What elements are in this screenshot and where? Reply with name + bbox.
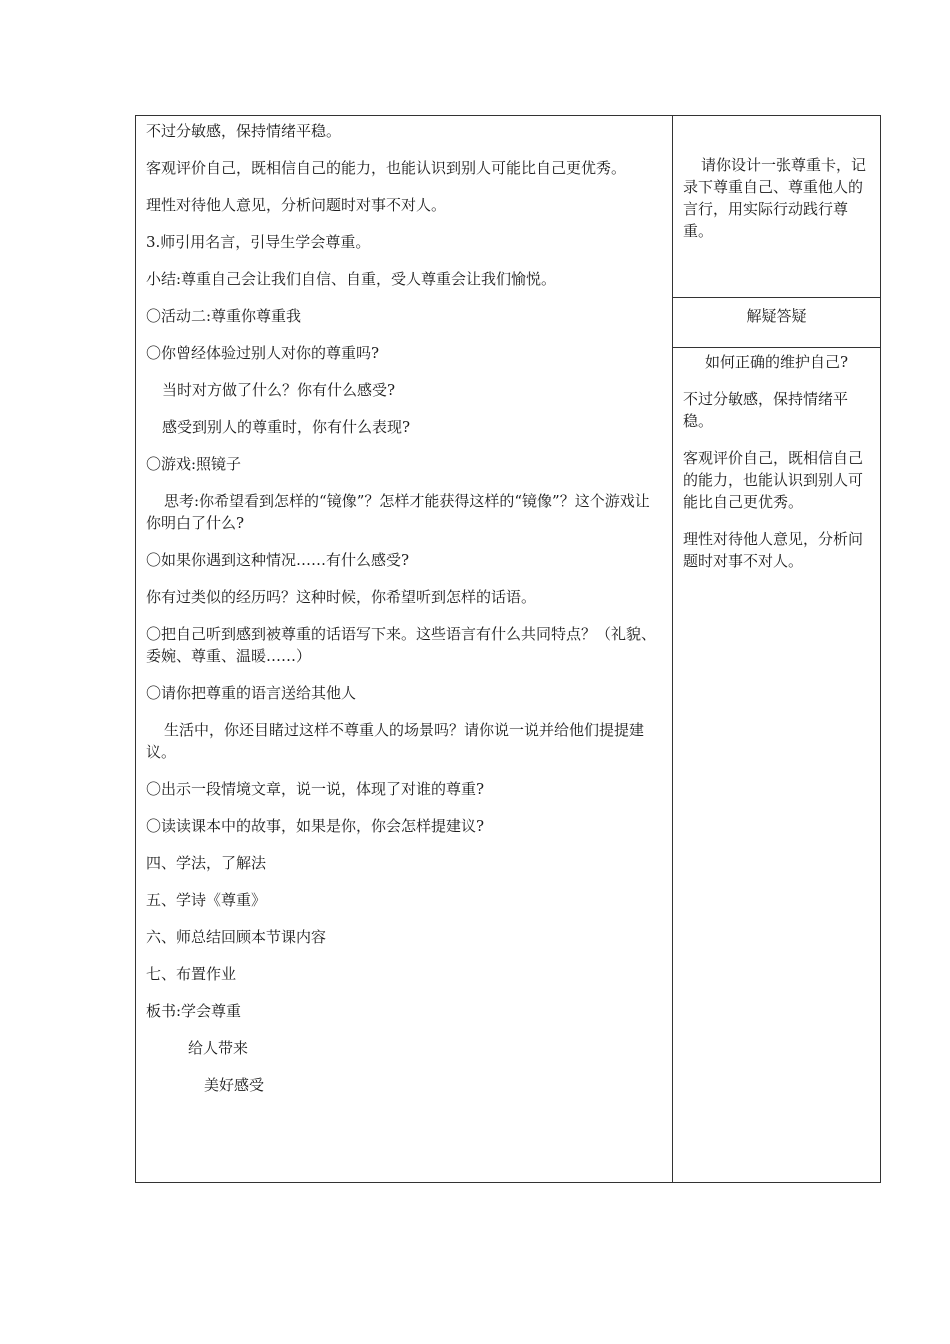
- left-para-7: 〇你曾经体验过别人对你的尊重吗?: [146, 344, 380, 362]
- left-para-4: 3.师引用名言，引导生学会尊重。: [146, 233, 371, 251]
- qa-question: 如何正确的维护自己?: [704, 353, 849, 371]
- side-notes-column: [673, 116, 880, 1182]
- lesson-plan-table: [135, 115, 881, 1183]
- left-para-9: 感受到别人的尊重时，你有什么表现?: [162, 418, 411, 436]
- homework-text: 请你设计一张尊重卡，记录下尊重自己、尊重他人的言行，用实际行动践行尊重。: [683, 156, 867, 240]
- qa-content-cell: [673, 348, 880, 1182]
- qa-answer-3: 理性对待他人意见，分析问题时对事不对人。: [683, 530, 864, 570]
- qa-heading-cell: [673, 298, 880, 348]
- left-para-5: 小结:尊重自己会让我们自信、自重，受人尊重会让我们愉悦。: [146, 270, 557, 288]
- left-para-19: 四、学法，了解法: [146, 854, 267, 872]
- left-para-1: 不过分敏感，保持情绪平稳。: [146, 122, 342, 140]
- left-para-2: 客观评价自己，既相信自己的能力，也能认识到别人可能比自己更优秀。: [146, 159, 627, 177]
- left-para-20: 五、学诗《尊重》: [146, 891, 267, 909]
- left-para-14: 〇把自己听到感到被尊重的话语写下来。这些语言有什么共同特点？（礼貌、委婉、尊重、温暖……）: [146, 625, 657, 665]
- left-para-22: 七、布置作业: [146, 965, 237, 983]
- qa-heading: 解疑答疑: [746, 307, 807, 325]
- homework-cell: [673, 116, 880, 298]
- board-writing-title: 板书:学会尊重: [146, 1002, 242, 1020]
- left-para-12: 〇如果你遇到这种情况……有什么感受?: [146, 551, 410, 569]
- left-para-6: 〇活动二:尊重你尊重我: [146, 307, 302, 325]
- left-para-8: 当时对方做了什么？你有什么感受?: [162, 381, 396, 399]
- board-writing-line-1: 给人带来: [188, 1039, 249, 1057]
- left-para-11: 思考:你希望看到怎样的“镜像”？怎样才能获得这样的“镜像”？这个游戏让你明白了什么?: [146, 492, 650, 532]
- left-para-16: 生活中，你还目睹过这样不尊重人的场景吗？请你说一说并给他们提提建议。: [146, 721, 645, 761]
- left-para-21: 六、师总结回顾本节课内容: [146, 928, 327, 946]
- qa-answer-1: 不过分敏感，保持情绪平稳。: [683, 390, 849, 430]
- qa-answer-2: 客观评价自己，既相信自己的能力，也能认识到别人可能比自己更优秀。: [683, 449, 864, 511]
- board-writing-line-2: 美好感受: [204, 1076, 265, 1094]
- teaching-process-column: [136, 116, 673, 1182]
- left-para-3: 理性对待他人意见，分析问题时对事不对人。: [146, 196, 447, 214]
- left-para-10: 〇游戏:照镜子: [146, 455, 242, 473]
- left-para-17: 〇出示一段情境文章，说一说，体现了对谁的尊重?: [146, 780, 485, 798]
- left-para-18: 〇读读课本中的故事，如果是你，你会怎样提建议?: [146, 817, 485, 835]
- left-para-13: 你有过类似的经历吗？这种时候，你希望听到怎样的话语。: [146, 588, 537, 606]
- left-para-15: 〇请你把尊重的语言送给其他人: [146, 684, 357, 702]
